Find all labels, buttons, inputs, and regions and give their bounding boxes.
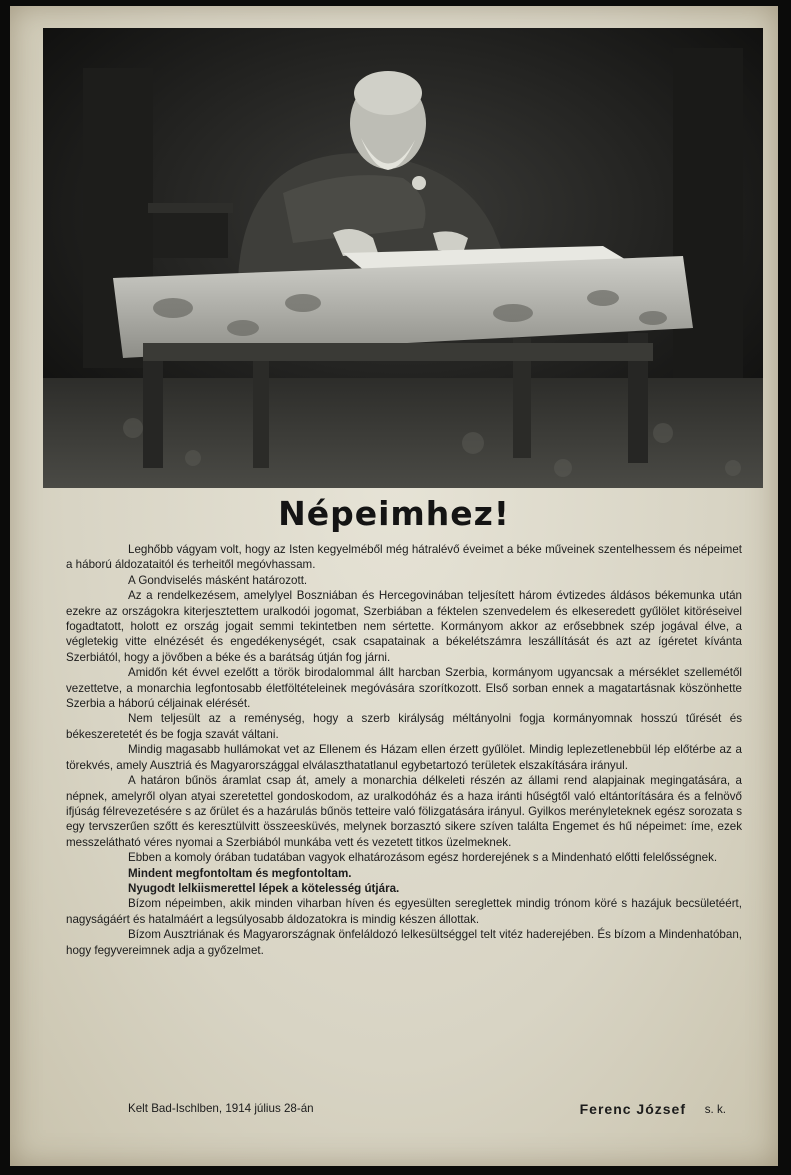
paragraph: Bízom népeimben, akik minden viharban híven és egyesülten sereglettek mindig trónom köré s hazájuk becsületéért, nagyságáért és hatalmáért a legsúlyosabb áldozatokra is mindig készen állottak. (66, 897, 742, 926)
closing-block (66, 1102, 742, 1122)
paragraph: Bízom Ausztriának és Magyarországnak önfeláldozó lelkesültséggel telt vitéz haderejében. És bízom a Mindenhatóban, hogy fegyvereimnek adja a győzelmet. (66, 928, 742, 957)
emphasis-line: Mindent megfontoltam és megfontoltam. (128, 866, 352, 880)
proclamation-sheet (10, 6, 778, 1166)
paragraph: A határon bűnös áramlat csap át, amely a monarchia délkeleti részén az állami rend alapjainak megingatására, a népnek, amelyről olyan atyai szeretettel gondoskodom, az uralkodóház és a haza iránti hűségtől való eltántorítására és a felnövő ifjúság félrevezetésére s az őrület és a hazárulás bűnös tetteire való fölizgatására irányul. Gyilkos merényleteknek egész sorozata s egy tervszerűen szőtt és keresztülvitt összeesküvés, melynek borzasztó sikere szíven találta Engemet és hű népeimet: íme, ezek messzelátható véres nyomai a Szerbiából munkába vett és vezetett titkos üzelmeknek. (66, 774, 743, 849)
paragraph: Mindig magasabb hullámokat vet az Ellenem és Házam ellen érzett gyűlölet. Mindig leplezetlenebbül lép előtérbe az a törekvés, amely Ausztriá és Magyarországgal elválaszthatatlanul egybetartozó területek elszakítására irányul. (66, 743, 742, 772)
signature-suffix: s. k. (704, 1103, 726, 1116)
proclamation-body (66, 542, 742, 958)
paragraph: Az a rendelkezésem, amelylyel Boszniában és Hercegovinában teljesített három évtizedes áldásos békemunka után ezekre az országokra kiterjesztettem uralkodói jogomat, Szerbiában a féktelen szenvedelem és elkeseredett gyűlölet kitöréseivel fogadtatott, holott ez ország jogait semmi tekintetben nem sértette. Kormányom akkor az erősebbnek szép jogával élve, a végletekig vitte elnézését és engedékenységét, csak csapatainak a békelétszámra leszállítását és azt az ígéretet kívánta Szerbiától, hogy a jövőben a béke és a barátság útján fog járni. (66, 589, 742, 664)
signature: Ferenc József (579, 1101, 686, 1117)
paragraph: Amidőn két évvel ezelőtt a török birodalommal állt harcban Szerbia, kormányom ugyancsak a mérséklet szellemétől vezettetve, a monarchia legfontosabb életföltételeinek megóvására szorítkozott. Első sorban ennek a magatartásnak köszönhette Szerbia a háború céljainak elérését. (66, 666, 742, 711)
paragraph: Ebben a komoly órában tudatában vagyok elhatározásom egész horderejének s a Mindenható előtti felelősségnek. (128, 851, 718, 865)
paragraph: A Gondviselés másként határozott. (128, 573, 308, 587)
paragraph: Nem teljesült az a reménység, hogy a szerb királyság méltányolni fogja kormányomnak hosszú tűrését és békeszeretetét és be fogja szavát váltani. (66, 712, 742, 741)
place-date: Kelt Bad-Ischlben, 1914 július 28-án (128, 1102, 314, 1115)
paragraph: Leghőbb vágyam volt, hogy az Isten kegyelméből még hátralévő éveimet a béke műveinek szentelhessem és népeimet a háború áldozataitól és terheitől megóvhassam. (66, 543, 742, 572)
emphasis-line: Nyugodt lelkiismerettel lépek a kötelesség útjára. (128, 881, 400, 895)
proclamation-title: Népeimhez! (278, 494, 510, 533)
emperor-photo (43, 28, 763, 488)
emperor-at-desk-illustration (43, 28, 763, 488)
